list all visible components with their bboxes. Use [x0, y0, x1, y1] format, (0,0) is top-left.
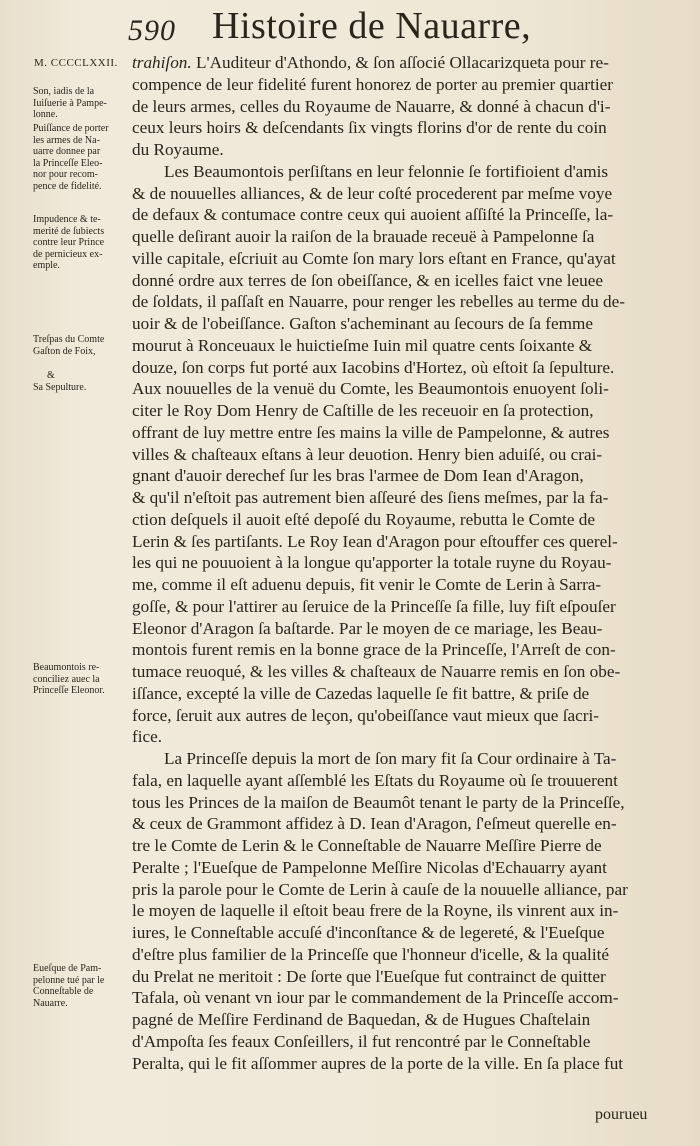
text-line: Aux nouuelles de la venuë du Comte, les Beaumontois enuoyent ſoli- — [132, 379, 609, 399]
margin-note: Impudence & te- merité de ſubiects contre leur Prince de pernicieux ex- emple. — [33, 214, 105, 271]
text-line: de defaux & contumace contre ceux qui auoient aſſiſté la Princeſſe, la- — [132, 205, 614, 225]
text-line: & de nouuelles alliances, & de leur coſté procederent par meſme voye — [132, 183, 613, 203]
text-line: tous les Princes de la maiſon de Beaumôt tenant le party de la Princeſſe, — [132, 792, 625, 812]
text-line: montois furent remis en la bonne grace de la Princeſſe, l'Arreſt de con- — [132, 640, 616, 660]
margin-note: Puiſſance de porter les armes de Na- uarre donnee par la Princeſſe Eleo- nor pour recom- pence de fidelité. — [33, 123, 109, 192]
text-line: pagné de Meſſire Ferdinand de Baquedan, & de Hugues Chaſtelain — [132, 1010, 591, 1029]
text-line: villes & chaſteaux eſtans à leur deuotion. Henry bien aduiſé, ou crai- — [132, 444, 603, 464]
text-line: le moyen de laquelle il eſtoit beau frere de la Royne, ils vinrent aux in- — [132, 901, 619, 921]
page-number: 590 — [128, 14, 176, 47]
text-line: Peralte ; l'Eueſque de Pampelonne Meſſire Nicolas d'Echauarry ayant — [132, 857, 607, 877]
text-line: ction deſquels il auoit eſté depoſé du Royaume, rebutta le Comte de — [132, 509, 595, 529]
text-line: les qui ne pouuoient à la longue qu'apporter la totale ruyne du Royau- — [132, 553, 612, 573]
body-text — [132, 52, 660, 1074]
text-line: me, comme il eſt aduenu depuis, fit venir le Comte de Lerin à Sarra- — [132, 575, 602, 594]
text-line: pris la parole pour le Comte de Lerin à cauſe de la nouuelle alliance, par — [132, 879, 628, 899]
text-line: d'Ampoſta ſes feaux Conſeillers, il fut rencontré par le Conneſtable — [132, 1031, 591, 1051]
text-line: iſſance, excepté la ville de Cazedas laquelle ſe fit battre, & priſe de — [132, 683, 590, 703]
page-header — [0, 0, 700, 47]
text-line: fice. — [132, 727, 163, 747]
margin-note: Eueſque de Pam- pelonne tué par le Conneſtable de Nauarre. — [33, 963, 105, 1009]
text-line: trahiſon. L'Auditeur d'Athondo, & ſon aſſocié Ollacarizqueta pour re- — [132, 53, 609, 72]
text-line: tumace reuoqué, & les villes & chaſteaux de Nauarre remis en ſon obe- — [132, 662, 621, 681]
text-line: tre le Comte de Lerin & le Conneſtable de Nauarre Meſſire Pierre de — [132, 836, 602, 855]
text-line: du Royaume. — [132, 140, 224, 159]
text-line: Lerin & ſes partiſants. Le Roy Iean d'Aragon pour eſtouffer ces querel- — [132, 531, 618, 551]
first-word: trahiſon. — [132, 53, 192, 72]
text-line: de ſoldats, il paſſaſt en Nauarre, pour renger les rebelles au terme du de- — [132, 292, 625, 312]
text-line: gnant d'auoir derechef ſur les bras l'armee de Dom Iean d'Aragon, — [132, 466, 584, 486]
year-marginal: M. CCCCLXXII. — [34, 57, 118, 69]
text-line: offrant de luy mettre entre ſes mains la ville de Pampelonne, & autres — [132, 422, 610, 442]
text-line: donné ordre aux terres de ſon obeiſſance, & en icelles faict vne leuee — [132, 270, 604, 290]
text-line: & ceux de Grammont affidez à D. Iean d'Aragon, ſ'eſmeut querelle en- — [132, 814, 617, 834]
running-title: Histoire de Nauarre, — [212, 5, 532, 47]
text-line: ceux leurs hoirs & deſcendants ſix vingts florins d'or de rente du coin — [132, 118, 607, 138]
text-line: fala, en laquelle ayant aſſemblé les Eſtats du Royaume où ſe trouuerent — [132, 770, 618, 790]
text-line: Les Beaumontois perſiſtans en leur felonnie ſe fortifioient d'amis — [164, 161, 609, 181]
text-line: goſſe, & pour l'attirer au ſeruice de la Princeſſe ſa fille, luy fiſt eſpouſer — [132, 596, 616, 616]
text-line: mourut à Ronceuaux le huictieſme Iuin mil quatre cents ſoixante & — [132, 335, 593, 355]
text-line: force, ſeruit aux autres de leçon, qu'obeiſſance vaut mieux que ſacri- — [132, 705, 599, 725]
text-line: iures, le Conneſtable accuſé d'inconſtance & de legereté, & l'Eueſque — [132, 923, 605, 942]
text-line: La Princeſſe depuis la mort de ſon mary fit ſa Cour ordinaire à Ta- — [164, 749, 617, 768]
text-line: ville capitale, eſcriuit au Comte ſon mary lors eſtant en France, qu'ayat — [132, 248, 616, 268]
text-line: du Prelat ne meritoit : De ſorte que l'Eueſque fut contrainct de quitter — [132, 966, 606, 986]
text-line: quelle deſirant auoir la raiſon de la brauade receuë à Pampelonne ſa — [132, 227, 595, 246]
text-line: Tafala, où venant vn iour par le commandement de la Princeſſe accom- — [132, 988, 619, 1008]
text-line: de leurs armes, celles du Royaume de Nauarre, & donné à chacun d'i- — [132, 96, 611, 116]
margin-note: Son, iadis de la Iuiſuerie à Pampe- lonne. — [33, 86, 107, 120]
margin-note: & Sa Sepulture. — [33, 370, 87, 393]
text-line: & qu'il n'eſtoit pas autrement bien aſſeuré des ſiens meſmes, par la fa- — [132, 488, 609, 507]
catchword: pourueu — [595, 1106, 648, 1123]
text-line: citer le Roy Dom Henry de Caſtille de les receuoir en ſa protection, — [132, 401, 594, 420]
text-line: compence de leur fidelité furent honorez de porter au premier quartier — [132, 74, 614, 94]
margin-note: Treſpas du Comte Gaſton de Foix, — [33, 334, 105, 357]
text-line: d'eſtre plus familier de la Princeſſe que l'honneur d'icelle, & la qualité — [132, 944, 610, 964]
text-line: uoir & de l'obeiſſance. Gaſton s'acheminant au ſecours de ſa femme — [132, 314, 594, 333]
text-line: douze, ſon corps fut porté aux Iacobins d'Hortez, où eſtoit ſa ſepulture. — [132, 357, 615, 377]
text-line: Eleonor d'Aragon ſa baſtarde. Par le moyen de ce mariage, les Beau- — [132, 618, 603, 638]
text-line: Peralta, qui le fit aſſommer aupres de la porte de la ville. En ſa place fut — [132, 1053, 624, 1073]
margin-note: Beaumontois re- conciliez auec la Princeſſe Eleonor. — [33, 662, 105, 696]
